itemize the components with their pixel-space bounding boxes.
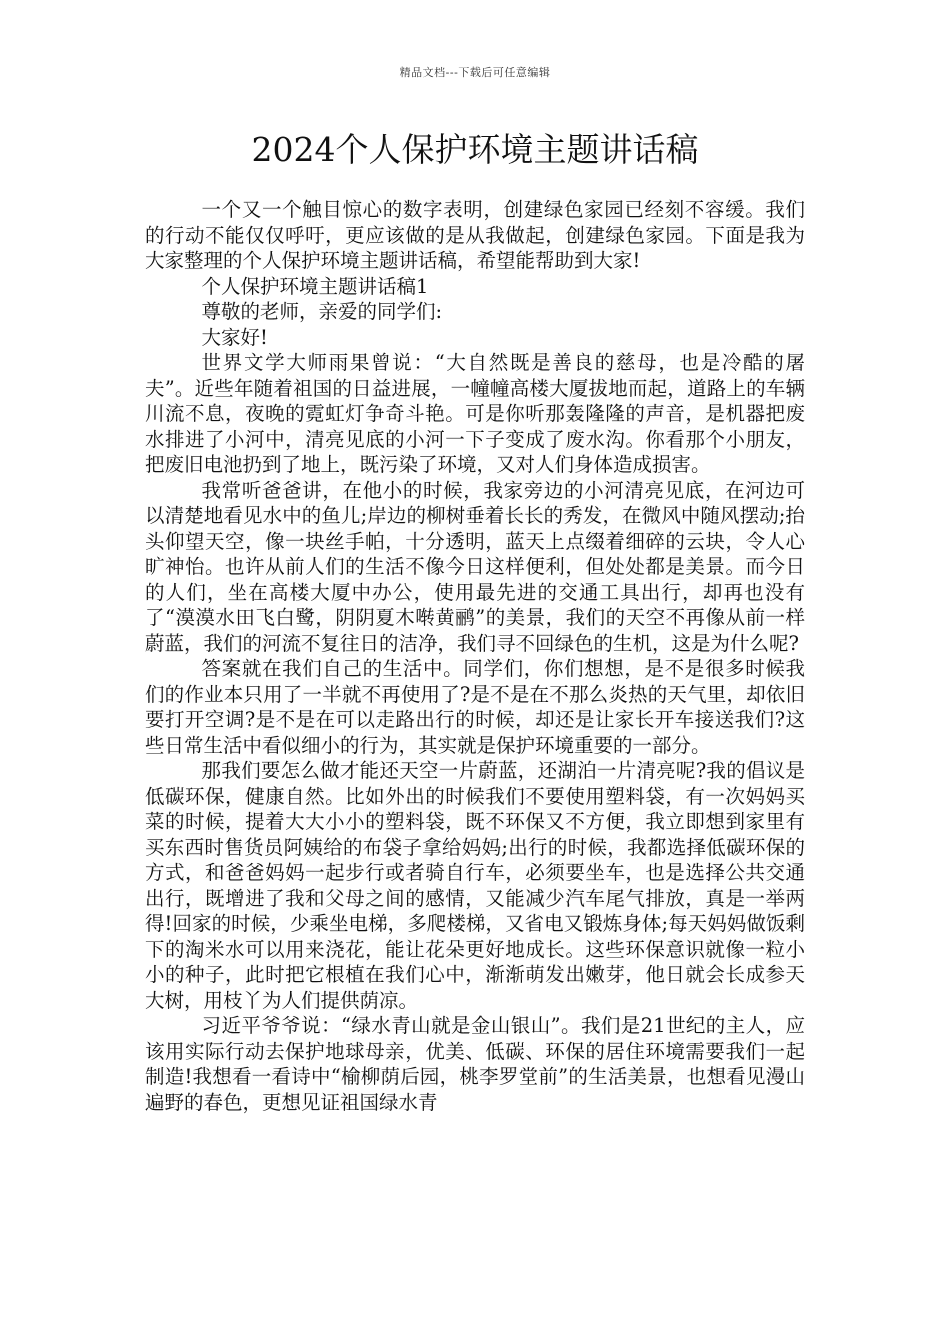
paragraph-answer: 答案就在我们自己的生活中。同学们，你们想想，是不是很多时候我们的作业本只用了一半就不再使用了?是不是在不那么炎热的天气里，却依旧要打开空调?是不是在可以走路出行的时候，却还是让家长开车接送我们?这些日常生活中看似细小的行为，其实就是保护环境重要的一部分。	[145, 657, 805, 757]
paragraph-salutation: 尊敬的老师，亲爱的同学们:	[201, 300, 443, 323]
document-body	[145, 197, 805, 1115]
paragraph-greeting: 大家好!	[201, 325, 268, 349]
page-header-note: 精品文档---下载后可任意编辑	[399, 66, 551, 79]
document-title: 2024个人保护环境主题讲话稿	[251, 130, 699, 169]
paragraph-green-mountains: 习近平爷爷说：“绿水青山就是金山银山”。我们是21世纪的主人，应该用实际行动去保护地球母亲，优美、低碳、环保的居住环境需要我们一起制造!我想看一看诗中“榆柳荫后园，桃李罗堂前”的生活美景，也想看见漫山遍野的春色，更想见证祖国绿水青	[145, 1014, 805, 1114]
paragraph-proposal: 那我们要怎么做才能还天空一片蔚蓝，还湖泊一片清亮呢?我的倡议是低碳环保，健康自然。比如外出的时候我们不要使用塑料袋，有一次妈妈买菜的时候，提着大大小小的塑料袋，既不环保又不方便，我立即想到家里有买东西时售货员阿姨给的布袋子拿给妈妈;出行的时候，我都选择低碳环保的方式，和爸爸妈妈一起步行或者骑自行车，必须要坐车，也是选择公共交通出行，既增进了我和父母之间的感情，又能减少汽车尾气排放，真是一举两得!回家的时候，少乘坐电梯，多爬楼梯，又省电又锻炼身体;每天妈妈做饭剩下的淘米水可以用来浇花，能让花朵更好地成长。这些环保意识就像一粒小小的种子，此时把它根植在我们心中，渐渐萌发出嫩芽，他日就会长成参天大树，用枝丫为人们提供荫凉。	[145, 759, 805, 1012]
paragraph-intro: 一个又一个触目惊心的数字表明，创建绿色家园已经刻不容缓。我们的行动不能仅仅呼吁，更应该做的是从我做起，创建绿色家园。下面是我为大家整理的个人保护环境主题讲话稿，希望能帮助到大家!	[145, 198, 805, 272]
paragraph-speech-heading: 个人保护环境主题讲话稿1	[201, 274, 429, 298]
paragraph-father-memory: 我常听爸爸讲，在他小的时候，我家旁边的小河清亮见底，在河边可以清楚地看见水中的鱼儿;岸边的柳树垂着长长的秀发，在微风中随风摆动;抬头仰望天空，像一块丝手帕，十分透明，蓝天上点缀着细碎的云块，令人心旷神怡。也许从前人们的生活不像今日这样便利，但处处都是美景。而今日的人们，坐在高楼大厦中办公，使用最先进的交通工具出行，却再也没有了“漠漠水田飞白鹭，阴阴夏木啭黄鹂”的美景，我们的天空不再像从前一样蔚蓝，我们的河流不复往日的洁净，我们寻不回绿色的生机，这是为什么呢?	[145, 478, 805, 655]
paragraph-hugo-quote: 世界文学大师雨果曾说：“大自然既是善良的慈母，也是冷酷的屠夫”。近些年随着祖国的日益进展，一幢幢高楼大厦拔地而起，道路上的车辆川流不息，夜晚的霓虹灯争奇斗艳。可是你听那轰隆隆的声音，是机器把废水排进了小河中，清亮见底的小河一下子变成了废水沟。你看那个小朋友，把废旧电池扔到了地上，既污染了环境，又对人们身体造成损害。	[145, 351, 805, 476]
